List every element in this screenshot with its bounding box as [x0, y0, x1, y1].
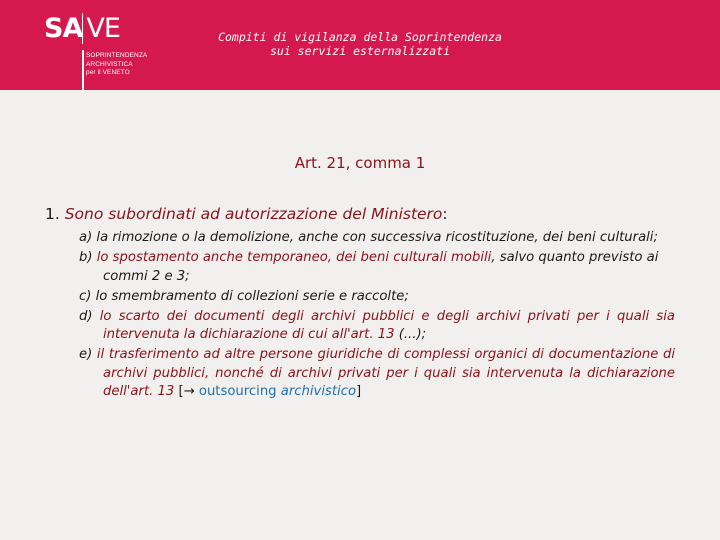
- item-a-text: a) la rimozione o la demolizione, anche con successiva ricostituzione, dei beni culturali;: [79, 230, 658, 245]
- intro-text: Sono subordinati ad autorizzazione del Ministero: [64, 205, 443, 223]
- list-item-d: [79, 308, 675, 345]
- item-e-archivistico: archivistico: [280, 384, 357, 399]
- item-e-label: e): [79, 347, 97, 362]
- item-d-rest: (...);: [394, 327, 427, 342]
- logo-wordmark: [44, 14, 120, 44]
- list-item-c: [79, 288, 675, 307]
- logo-sub-line: ARCHIVISTICA: [86, 60, 133, 68]
- item-e-highlight: il trasferimento ad altre persone giuridiche di complessi organici di documentazione di archivi pubblici, nonché di archivi privati per i quali sia intervenuta la dichiarazione dell'art. 13: [96, 347, 675, 399]
- item-e-close-bracket: ]: [356, 384, 362, 399]
- item-b-highlight: lo spostamento anche temporaneo, dei beni culturali mobili: [96, 250, 492, 265]
- logo-divider: [82, 50, 84, 92]
- intro-colon: :: [442, 205, 448, 223]
- logo-subtitle: [86, 52, 156, 78]
- list-item-e: [79, 346, 675, 402]
- item-e-outsourcing: outsourcing: [198, 384, 277, 399]
- logo-sub-line: per il VENETO: [86, 69, 130, 76]
- slide-title-line: Compiti di vigilanza della Soprintendenza: [218, 30, 502, 44]
- save-logo: [44, 13, 148, 76]
- item-e-arrow: [→: [174, 384, 199, 399]
- logo-ve: VE: [82, 13, 120, 44]
- logo-sub-line: SOPRINTENDENZA: [86, 52, 148, 59]
- list-item-b: [79, 249, 675, 286]
- slide-title: [200, 30, 520, 58]
- intro-paragraph: [45, 205, 685, 223]
- header-banner: [0, 0, 720, 90]
- item-d-label: d): [79, 308, 100, 324]
- item-c-text: c) lo smembramento di collezioni serie e raccolte;: [79, 288, 409, 304]
- logo-sa: SA: [44, 13, 83, 44]
- intro-number: 1.: [45, 205, 65, 223]
- slide-title-line: sui servizi esternalizzati: [269, 44, 450, 58]
- item-d-highlight: lo scarto dei documenti degli archivi pubblici e degli archivi privati per i quali sia intervenuta la dichiarazione di cui all'art. 13: [99, 308, 675, 342]
- list-item-a: [79, 229, 675, 248]
- article-heading: Art. 21, comma 1: [294, 154, 426, 172]
- article-list: [79, 229, 675, 403]
- item-b-rest: , salvo quanto previsto ai commi 2 e 3;: [103, 250, 659, 284]
- item-b-label: b): [79, 250, 97, 265]
